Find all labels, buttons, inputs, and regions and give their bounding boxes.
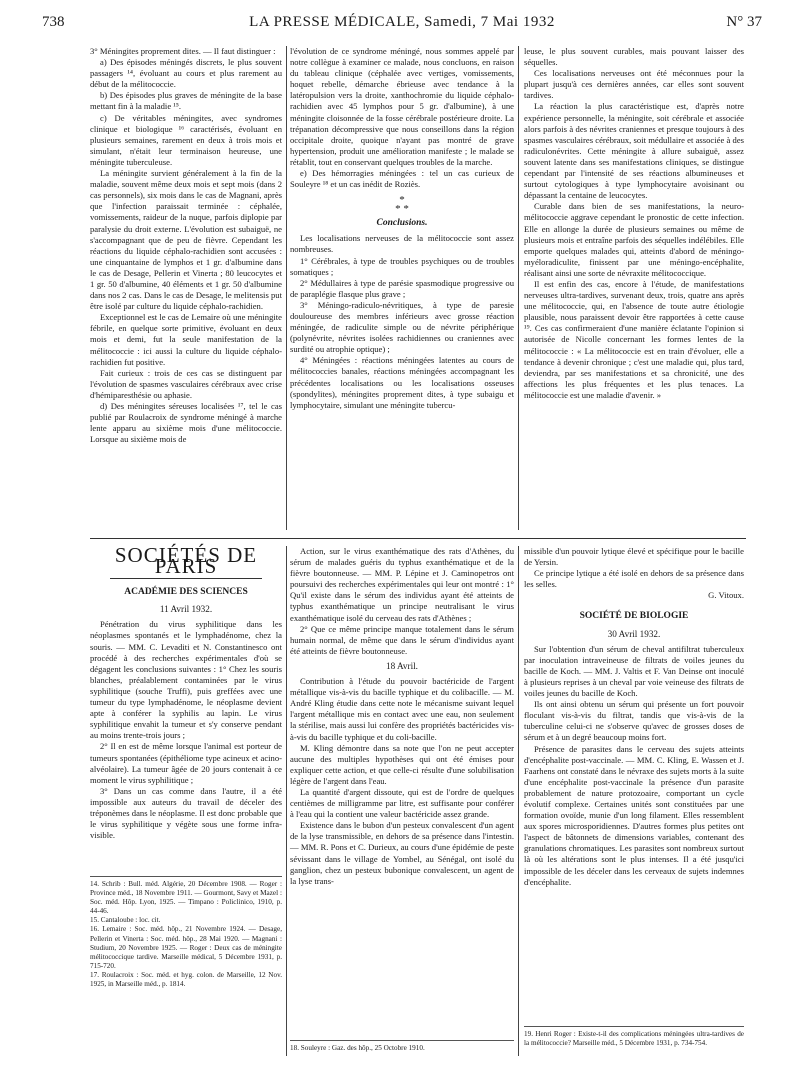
paragraph: Il est enfin des cas, encore à l'étude, de manifestations nerveuses ultra-tardives, survenant deux, trois, quatre ans après une mélitococcie, qui, en l'absence de toute autre étiologie plausible, nous paraissent devoir être rapportées à cette cause ¹⁹. Ces cas confirmeraient d'une manière éclatante l'opinion si autorisée de Nicolle concernant les formes lentes de la mélitococcie : « La mélitococcie est en train d'évoluer, elle a tendance à devenir chronique ; c'est une maladie qui, plus tard, deviendra, par ses manifestations et sa chronicité, une des affections les plus fréquentes et les plus tenaces. La mélitococcie est une maladie d'avenir. » (524, 278, 744, 400)
footnotes-right (524, 1026, 744, 1048)
paragraph: e) Des hémorragies méningées : tel un cas curieux de Souleyre ¹⁸ et un cas inédit de Roziès. (290, 168, 514, 190)
paragraph: Contribution à l'étude du pouvoir bactéricide de l'argent métallique vis-à-vis du bacille typhique et du colibacille. — M. André Kling étudie dans cette note le mécanisme suivant lequel l'argent métallique mis en contact avec une eau, non seulement la stérilise, mais aussi lui confère des propriétés bactéricides vis-à-vis du bacille typhique et du coli-bacille. (290, 676, 514, 742)
footnote: 17. Roulacroix : Soc. méd. et hyg. colon. de Marseille, 12 Nov. 1925, in Marseille méd., p. 1814. (90, 970, 282, 989)
session-date: 18 Avril. (386, 660, 418, 671)
societes-title: SOCIÉTÉS DE PARIS (114, 543, 258, 579)
article-column-1 (90, 46, 282, 445)
journal-title: LA PRESSE MÉDICALE, Samedi, 7 Mai 1932 (249, 14, 555, 30)
footnotes-left (90, 876, 282, 989)
societes-column-3 (524, 546, 744, 888)
column-rule (286, 546, 287, 1056)
paragraph: leuse, le plus souvent curables, mais pouvant laisser des séquelles. (524, 46, 744, 68)
biologie-heading: SOCIÉTÉ DE BIOLOGIE (579, 611, 689, 622)
paragraph: Ils ont ainsi obtenu un sérum qui présente un fort pouvoir floculant vis-à-vis du filtrat, tandis que vis-à-vis de la tuberculine celui-ci ne s'observe qu'avec de grosses doses de sérum et à un degré beaucoup moins fort. (524, 699, 744, 743)
paragraph: 3° Méningites proprement dites. — Il faut distinguer : (90, 46, 276, 56)
conclusions-heading: Conclusions. (376, 218, 428, 229)
signature: G. Vitoux. (708, 590, 744, 601)
academie-heading: ACADÉMIE DES SCIENCES (124, 587, 248, 598)
paragraph: l'évolution de ce syndrome méningé, nous sommes appelé par notre collègue à examiner ce malade, nous concluons, en raison du tableau clinique (céphalée avec vertiges, vomissements, hoquet rebelle, démarche ébrieuse avec tendance à la latéropulsion vers la droite, xanthochromie du liquide céphalo-rachidien avec 45 lymphos pour 5 gr. d'albumine), à une méningite cloisonnée de la fosse cérébrale postérieure droite. La trépanation décompressive que nous conseillons dans la région occipitale droite, quoique n'ayant pas montré de grave hypertension, produit une amélioration manifeste ; le malade se rétablit, tout en conservant quelques troubles de la marche. (290, 46, 514, 167)
paragraph: Curable dans bien de ses manifestations, la neuro-mélitococcie aggrave cependant le pronostic de cette infection. Elle en allonge la durée de plusieurs semaines ou même de plusieurs mois et entraîne parfois des séquelles indélébiles. Elle emporte quelques malades qui, atteints d'abord de méningo-myéloradiculite, finissent par une méningo-encéphalite, réalisant ainsi une sorte de névraxite mélitococcique. (524, 201, 744, 278)
paragraph: Action, sur le virus exanthématique des rats d'Athènes, du sérum de malades guéris du typhus exanthématique et de la fièvre boutonneuse. — MM. P. Lépine et J. Caminopetros ont poursuivi des recherches expérimentales qui leur ont montré : 1° Qu'il existe dans le sérum des individus ayant été atteints de typhus exanthématique un principe neutralisant le virus exanthématique isolé du cerveau des rats d'Athènes ; (290, 546, 514, 623)
footnote: 19. Henri Roger : Existe-t-il des complications méningées ultra-tardives de la mélitococcie? Marseille méd., 5 Décembre 1931, p. 734-754. (524, 1030, 744, 1048)
footnote: 14. Schrib : Bull. méd. Algérie, 20 Décembre 1908. — Roger : Province méd., 18 Novembre 1911. — Gourmont, Savy et Mazel : Soc. méd. Hôp. Lyon, 1925. — Timpano : Policlinico, 1910, p. 44-46. (90, 880, 282, 916)
paragraph: 2° Il en est de même lorsque l'animal est porteur de tumeurs spontanées (épithéliome type acineux et acino-alvéolaire). La tumeur âgée de 20 jours contenait à ce moment le virus syphilitique ; (90, 741, 282, 785)
title-rule (110, 578, 262, 579)
paragraph: 4° Méningées : réactions méningées latentes au cours de mélitococcies banales, réactions méningées accompagnant les précédentes localisations ou les localisations osseuses (spondylites), méningites proprement dites, à type subaigu et lymphocytaire, simulant une méningite tubercu- (290, 355, 514, 410)
paragraph: 3° Méningo-radiculo-névritiques, à type de paresie douloureuse des membres inférieurs avec grosse réaction méningée, de radiculite simple ou de névrite périphérique (polynévrite, névrites isolées rachidiennes ou craniennes avec surdité ou atrophie optique) ; (290, 299, 514, 355)
paragraph: a) Des épisodes méningés discrets, le plus souvent passagers ¹⁴, évoluant au cours et plus rarement au début de la mélitococcie. (90, 57, 282, 90)
paragraph: Exceptionnel est le cas de Lemaire où une méningite fébrile, en quelque sorte primitive, évoluant en deux mois et demi, fut la seule manifestation de la mélitococcie : ici aussi la culture du liquide céphalo-rachidien fut positive. (90, 312, 282, 367)
paragraph: Pénétration du virus syphilitique dans les néoplasmes spontanés et le lymphadénome, chez la souris. — MM. C. Levaditi et N. Constantinesco ont procédé à des recherches expérimentales d'où se dégagent les conclusions suivantes : 1° Chez les souris blanches, préalablement contaminées par le virus syphilitique (souche Truffi), puis greffées avec une tumeur du type lymphadénome, le néoplasme devient apte à conférer la syphilis au lapin. Le virus syphilitique envahit la tumeur et s'y conserve pendant au moins trente-trois jours ; (90, 619, 282, 741)
paragraph: Les localisations nerveuses de la mélitococcie sont assez nombreuses. (290, 233, 514, 255)
footnote: 18. Souleyre : Gaz. des hôp., 25 Octobre 1910. (290, 1044, 425, 1052)
article-column-2 (290, 46, 514, 411)
session-date: 11 Avril 1932. (159, 604, 213, 615)
section-divider (90, 538, 746, 539)
footnotes-middle (290, 1040, 514, 1053)
footnote: 16. Lemaire : Soc. méd. hôp., 21 Novembre 1924. — Desage, Pellerin et Vinerta : Soc. méd. hôp., 28 Mai 1920. — Magnani : Studium, 20 Novembre 1925. — Roger : Deux cas de méningite mélitococcique tardive. Marseille médical, 5 Décembre 1931, p. 715-720. (90, 925, 282, 970)
paragraph: Présence de parasites dans le cerveau des sujets atteints d'encéphalite post-vaccinale. — MM. C. Kling, E. Wassen et J. Faarhens ont constaté dans le névraxe des sujets morts à la suite d'une encéphalite post-vaccinale la présence d'un parasite probablement de nature protozoaire, comportant un cycle évolutif complexe. Certaines unités sont constituées par une formation ovoïde, munie d'un long filament. Elles ressemblent aux spores microsporidiennes. D'autres formes plus petites ont l'aspect de bâtonnets de dimensions variables, contenant des granulations chromatiques. Les parasites sont nombreux surtout là où les altérations sont le plus intenses. Il a été jusqu'ici impossible de les déceler dans les cerveaux de sujets indemnes d'encéphalite. (524, 743, 744, 887)
section-stars: * * * (395, 194, 409, 216)
paragraph: d) Des méningites séreuses localisées ¹⁷, tel le cas publié par Roulacroix de syndrome méningé à marche lente apparu au sixième mois d'une mélitococcie. Lorsque au sixième mois de (90, 401, 282, 445)
paragraph: Ces localisations nerveuses ont été méconnues pour la plupart jusqu'à ces dernières années, car elles sont souvent tardives. (524, 68, 744, 101)
column-rule (518, 46, 519, 530)
paragraph: 1° Cérébrales, à type de troubles psychiques ou de troubles somatiques ; (290, 255, 514, 277)
paragraph: b) Des épisodes plus graves de méningite de la base mettant fin à la maladie ¹⁵. (90, 90, 282, 112)
paragraph: c) De véritables méningites, avec syndromes clinique et biologique ¹⁶ caractérisés, évoluant en plusieurs semaines, rarement en deux à trois mois et simulant, n'était leur terminaison heureuse, une méningite tuberculeuse. (90, 112, 282, 167)
societes-column-1 (90, 543, 282, 841)
paragraph: 3° Dans un cas comme dans l'autre, il a été impossible aux auteurs du travail de déceler des tréponèmes dans le néoplasme. Il est donc probable que le virus syphilitique y végète sous une forme infra-visible. (90, 785, 282, 841)
column-rule (286, 46, 287, 530)
paragraph: La méningite survient généralement à la fin de la maladie, souvent même deux mois et sept mois (dans 2 cas personnels), six mois dans le cas de Magnani, après que l'infection paraissait terminée : céphalée, vomissements, raideur de la nuque, parfois diplopie par paralysie du droit externe. L'évolution est subaiguë, ne s'accompagnant que de peu de fièvre. Cependant les réactions du liquide céphalo-rachidien sont accusées : une cinquantaine de lymphos et 1 gr. d'albumine dans le cas de Desage, Pellerin et Vinerta ; 80 leucocytes et 1 gr. 50 d'albumine, 40 éléments et 1 gr. 50 d'albumine dans nos 2 cas. Dans le cas de Desage, le melitensis put être isolé par culture du liquide céphalo-rachidien. (90, 168, 282, 312)
paragraph: missible d'un pouvoir lytique élevé et spécifique pour le bacille de Yersin. (524, 546, 744, 568)
paragraph: Existence dans le bubon d'un pesteux convalescent d'un agent de la lyse transmissible, en dehors de sa présence dans l'intestin. — MM. R. Pons et C. Durieux, au cours d'une épidémie de peste sévissant dans le village de Yombel, au Sénégal, ont isolé du ganglion, chez un pesteux bubonique convalescent, un agent de la lyse trans- (290, 820, 514, 886)
paragraph: La quantité d'argent dissoute, qui est de l'ordre de quelques centièmes de milligramme par litre, est suffisante pour conférer à l'eau qui la contient une valeur bactéricide assez grande. (290, 786, 514, 820)
issue-number: N° 37 (726, 14, 762, 30)
paragraph: Fait curieux : trois de ces cas se distinguent par l'évolution de spasmes vasculaires cérébraux avec crise d'hémiparesthésie ou aphasie. (90, 367, 282, 400)
column-rule (518, 546, 519, 1056)
paragraph: Sur l'obtention d'un sérum de cheval antifiltrat tuberculeux par inoculation intraveineuse de filtrats de voiles jeunes du bacille de Koch. — MM. J. Valtis et F. Van Deinse ont inoculé à plusieurs reprises à un cheval par voie veineuse des filtrats de voiles jeunes du bacille de Koch. (524, 643, 744, 699)
paragraph: M. Kling démontre dans sa note que l'on ne peut accepter aucune des multiples hypothèses qui ont été émises pour expliquer cette action, et que celle-ci résulte d'une solubilisation légère de l'argent dans l'eau. (290, 742, 514, 786)
paragraph: 2° Que ce même principe manque totalement dans le sérum humain normal, de même que dans le sérum d'individus ayant été atteints de fièvre boutonneuse. (290, 623, 514, 656)
paragraph: Ce principe lytique a été isolé en dehors de sa présence dans les selles. (524, 568, 744, 590)
page-header (42, 14, 762, 36)
paragraph: 2° Médullaires à type de parésie spasmodique progressive ou de paraplégie flasque plus grave ; (290, 277, 514, 299)
page-number: 738 (42, 14, 65, 30)
session-date: 30 Avril 1932. (607, 628, 661, 639)
paragraph: La réaction la plus caractéristique est, d'après notre expérience personnelle, la méningite, soit cérébrale et associée alors parfois à des névrites craniennes et presque toujours à des spasmes vasculaires cérébraux, soit médullaire et associée à des radiculonévrites. Cette méningite à allure subaiguë, assez souvent latente dans ses manifestations cliniques, se distingue cependant par l'intensité de ses réactions albumineuses et surtout cytologiques à type lymphocytaire avoisinant ou dépassant la centaine de leucocytes. (524, 101, 744, 201)
societes-column-2 (290, 546, 514, 887)
footnote: 15. Cantaloube : loc. cit. (90, 916, 161, 925)
article-column-3 (524, 46, 744, 401)
